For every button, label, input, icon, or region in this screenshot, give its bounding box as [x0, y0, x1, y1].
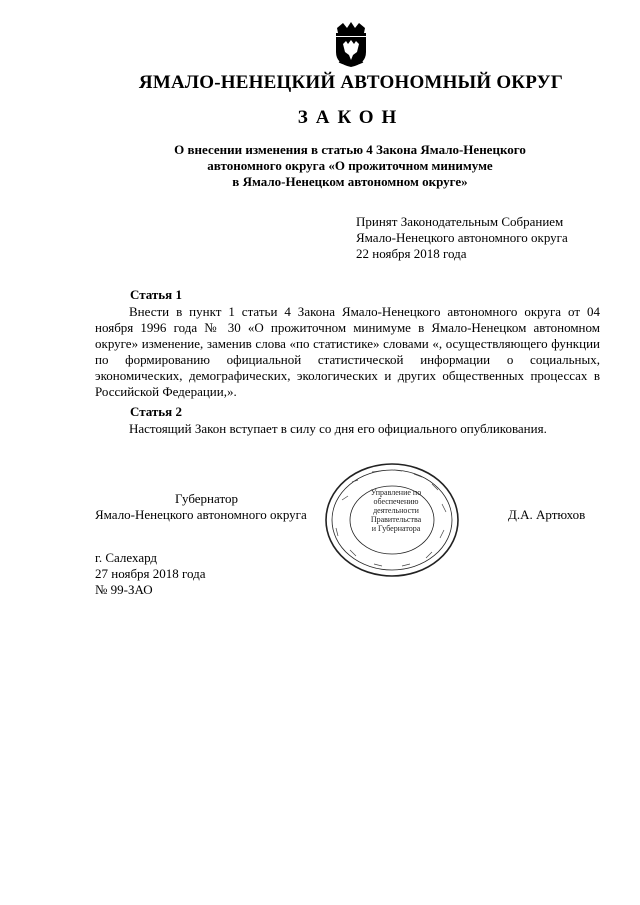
signatory-organization: Ямало-Ненецкого автономного округа [95, 507, 307, 522]
adoption-line: Ямало-Ненецкого автономного округа [356, 230, 568, 245]
region-name: ЯМАЛО-НЕНЕЦКИЙ АВТОНОМНЫЙ ОКРУГ [138, 72, 564, 93]
seal-text-line: деятельности [373, 506, 419, 515]
document-title-line: автономного округа «О прожиточном минимуме [207, 158, 493, 173]
adoption-line: Принят Законодательным Собранием [356, 214, 564, 229]
seal-text-line: Управление по [370, 488, 422, 497]
signatory-name: Д.А. Артюхов [508, 507, 586, 522]
seal-text-line: и Губернатора [371, 524, 421, 533]
article-2-heading: Статья 2 [130, 404, 182, 419]
adoption-note [356, 214, 616, 262]
coat-of-arms-icon [331, 22, 371, 68]
seal-text-line: обеспечению [373, 497, 419, 506]
article-2-text: Настоящий Закон вступает в силу со дня его официального опубликования. [129, 421, 547, 436]
document-title [100, 142, 600, 190]
article-1-heading: Статья 1 [130, 287, 182, 302]
signing-city: г. Салехард [95, 550, 158, 565]
signing-date: 27 ноября 2018 года [95, 566, 206, 581]
seal-text [360, 488, 432, 533]
document-title-line: в Ямало-Ненецком автономном округе» [232, 174, 468, 189]
document-title-line: О внесении изменения в статью 4 Закона Ямало-Ненецкого [174, 142, 526, 157]
law-number: № 99-ЗАО [95, 582, 153, 597]
article-1-text: Внести в пункт 1 статьи 4 Закона Ямало-Ненецкого автономного округа от 04 ноября 1996 года № 30 «О прожиточном минимуме в Ямало-Ненецком автономном округе» изменение, заменив слова «по статистике» словами «, осуществляющего функции по формированию официальной статистической информации о социальных, экономических, демографических, экологических и других общественных процессах в Российской Федерации,». [95, 304, 600, 399]
seal-text-line: Правительства [370, 515, 422, 524]
document-type: ЗАКОН [297, 107, 405, 128]
adoption-line: 22 ноября 2018 года [356, 246, 467, 261]
signatory-title: Губернатор [175, 491, 238, 506]
